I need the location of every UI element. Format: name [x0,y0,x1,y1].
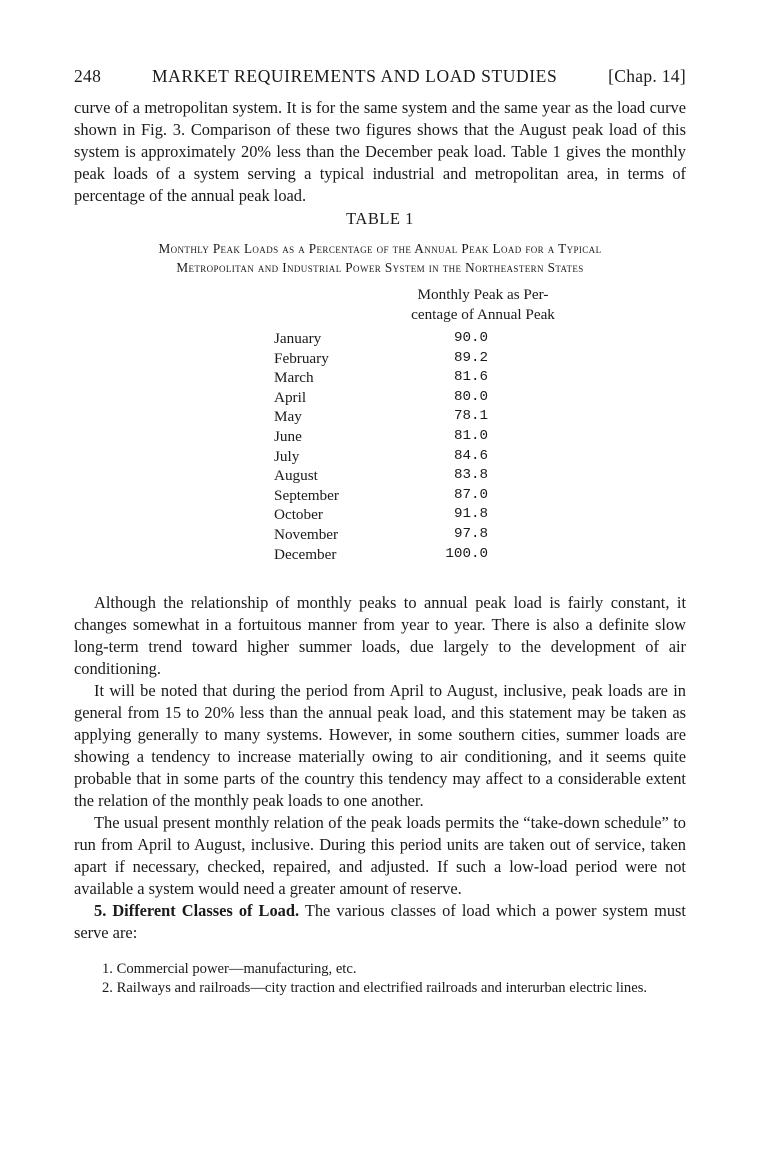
body-paragraph: The usual present monthly relation of the peak loads permits the “take-down schedule” to run from April to August, inclusive. During this period units are taken out of service, taken apart if necessary, checked, repaired, and adjusted. If such a low-load period were not available a system would need a greater amount of reserve. [74,813,686,899]
load-class-list [74,960,686,998]
month-name: May [274,408,302,426]
running-head [74,66,686,87]
peak-value: 78.1 [453,408,488,425]
month-name: December [274,545,337,563]
body-paragraph: Although the relationship of monthly peaks to annual peak load is fairly constant, it changes somewhat in a fortuitous manner from year to year. There is also a definite slow long-term trend toward higher summer loads, due largely to the development of air conditioning. [74,593,686,679]
table-row [274,388,504,408]
spacer [74,564,686,592]
peak-value: 90.0 [453,330,488,346]
table-caption-line-2: Metropolitan and Industrial Power System in the Northeastern States [176,260,584,275]
peak-value: 97.8 [453,525,488,542]
list-item-text: 1. Commercial power—manufacturing, etc. [102,961,357,978]
peak-value: 91.8 [453,506,488,523]
month-name: June [274,427,302,445]
intro-paragraph: curve of a metropolitan system. It is for the same system and the same year as the load curve shown in Fig. 3. Comparison of these two figures shows that the August peak load of this system is approximately 20% less than the December peak load. Table 1 gives the monthly peak loads of a system serving a typical industrial and metropolitan area, in terms of percentage of the annual peak load. [74,98,686,205]
peak-value: 89.2 [453,349,488,366]
document-page [74,66,686,998]
table-caption-line-1: Monthly Peak Loads as a Percentage of the Annual Peak Load for a Typical [158,241,602,256]
table-column-header [378,285,588,325]
table-row [274,545,504,565]
month-name: March [274,369,314,387]
running-title: MARKET REQUIREMENTS AND LOAD STUDIES [151,66,558,86]
peak-value: 84.6 [453,447,488,464]
peak-value: 87.0 [453,486,488,503]
peak-value: 81.6 [453,369,488,386]
table-row [274,447,504,467]
list-item-text: 2. Railways and railroads—city traction and electrified railroads and interurban electric lines. [102,980,648,997]
list-item [74,979,686,998]
table-row [274,525,504,545]
column-header-line-1: Monthly Peak as Per- [417,286,549,303]
table-caption [74,239,686,277]
table-label: TABLE 1 [346,209,414,228]
month-name: April [274,388,307,406]
monthly-peak-table [274,329,504,564]
section-title: Different Classes of Load. [112,901,300,921]
list-item [74,960,686,979]
month-name: January [274,330,322,347]
section-number: 5. [94,901,107,921]
table-row [274,329,504,349]
peak-value: 83.8 [453,467,488,484]
section-paragraph [74,900,686,944]
peak-value: 81.0 [453,427,488,444]
table-row [274,349,504,369]
month-name: February [274,349,329,367]
body-paragraph: It will be noted that during the period from April to August, inclusive, peak loads are in general from 15 to 20% less than the annual peak load, and this statement may be taken as applying generally to many systems. However, in some southern cities, summer loads are showing a tendency to increase materially owing to air conditioning, and it seems quite probable that in some parts of the country this tendency may affect to a considerable extent the relation of the monthly peak loads to one another. [74,681,686,811]
table-row [274,505,504,525]
table-row [274,368,504,388]
table-row [274,466,504,486]
page-number: 248 [74,66,102,86]
month-name: October [274,506,323,524]
chapter-label: [Chap. 14] [608,66,686,86]
month-name: July [274,447,300,465]
table-row [274,427,504,447]
peak-value: 80.0 [453,388,488,405]
column-header-line-2: centage of Annual Peak [411,306,555,323]
month-name: November [274,525,339,543]
section-text: The various classes of load which a power system must serve are: [74,901,686,943]
month-name: August [274,467,318,485]
table-row [274,407,504,427]
peak-value: 100.0 [445,545,488,562]
month-name: September [274,486,339,504]
table-row [274,486,504,506]
